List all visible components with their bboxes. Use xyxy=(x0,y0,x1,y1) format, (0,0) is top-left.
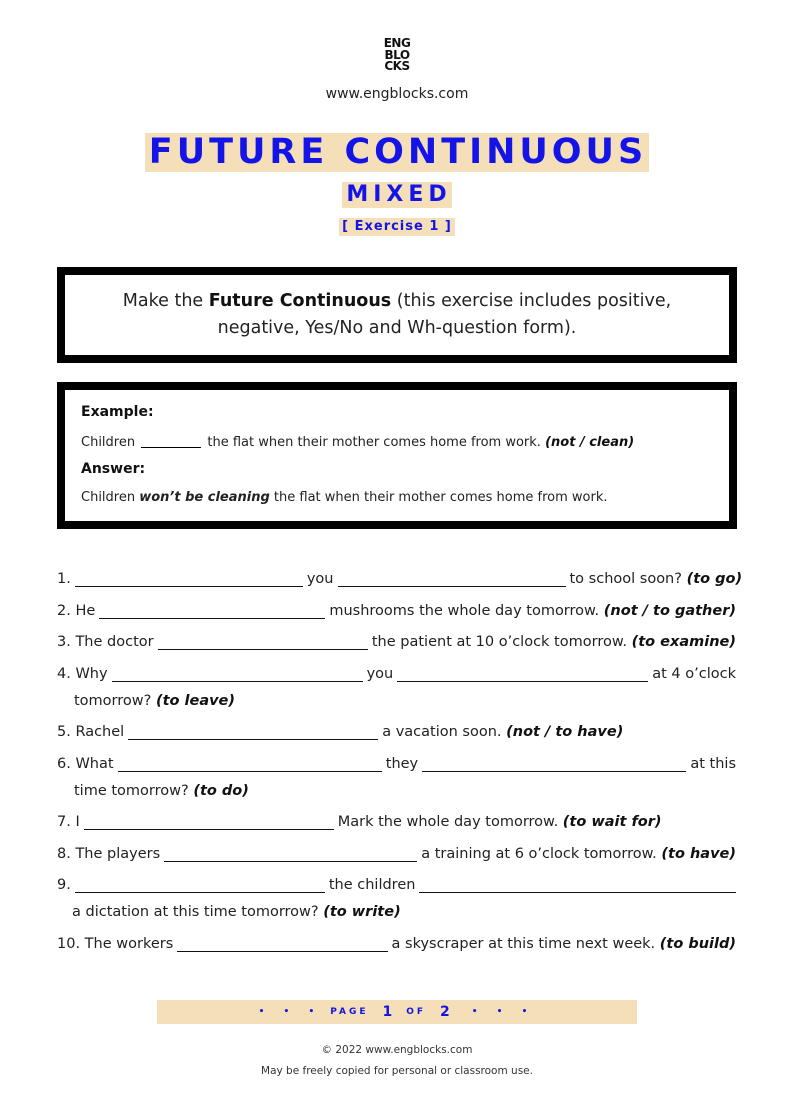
tense-name: Future Continuous xyxy=(208,291,392,311)
copyright: © 2022 www.engblocks.com xyxy=(321,1044,473,1056)
answer-blank[interactable] xyxy=(99,603,325,619)
of-word: OF xyxy=(406,1007,427,1017)
answer-highlight: won’t be cleaning xyxy=(139,490,270,505)
answer-blank[interactable] xyxy=(177,936,387,952)
exercise-item-8: 8. The players a training at 6 o’clock tomorrow. (to have) xyxy=(57,846,736,862)
usage-note: May be freely copied for personal or classroom use. xyxy=(261,1065,533,1077)
answer-blank[interactable] xyxy=(118,756,382,772)
exercise-item-7: 7. I Mark the whole day tomorrow. (to wait for) xyxy=(57,814,662,830)
exercise-item-9: 9. the children a dictation at this time tomorrow? (to write) xyxy=(57,873,736,920)
example-label: Example: xyxy=(81,404,154,420)
page-dots: • • • xyxy=(258,1007,323,1017)
answer-blank[interactable] xyxy=(112,666,363,682)
answer-blank[interactable] xyxy=(158,634,368,650)
example-hint: (not / clean) xyxy=(545,435,635,450)
answer-blank[interactable] xyxy=(75,877,325,893)
page-indicator xyxy=(157,1000,637,1024)
answer-label: Answer: xyxy=(81,461,146,477)
page-total: 2 xyxy=(440,1004,450,1020)
example-blank xyxy=(141,435,201,448)
answer-blank[interactable] xyxy=(422,756,686,772)
instruction-box xyxy=(57,267,737,363)
exercise-item-3: 3. The doctor the patient at 10 o’clock tomorrow. (to examine) xyxy=(57,634,736,650)
exercise-item-1: 1. you to school soon? (to go) xyxy=(57,571,743,587)
answer-blank[interactable] xyxy=(84,814,334,830)
exercise-item-6: 6. What they at this time tomorrow? (to do) xyxy=(57,756,737,799)
answer-sentence: Children won’t be cleaning the flat when their mother comes home from work. xyxy=(81,490,608,505)
exercise-item-10: 10. The workers a skyscraper at this time next week. (to build) xyxy=(57,936,736,952)
logo-line: ENG xyxy=(383,36,411,50)
engblocks-logo xyxy=(0,38,794,73)
page-subtitle: MIXED xyxy=(342,182,451,208)
page-word: PAGE xyxy=(330,1007,369,1017)
exercise-label: [ Exercise 1 ] xyxy=(339,218,455,236)
answer-blank[interactable] xyxy=(397,666,648,682)
logo-line: CKS xyxy=(384,59,410,73)
answer-blank[interactable] xyxy=(338,571,566,587)
answer-blank[interactable] xyxy=(419,877,736,893)
example-sentence: Children the flat when their mother comes home from work. (not / clean) xyxy=(81,435,635,450)
exercise-item-5: 5. Rachel a vacation soon. (not / to have) xyxy=(57,724,624,740)
logo-line: BLO xyxy=(384,47,410,62)
answer-blank[interactable] xyxy=(164,846,417,862)
page-number: 1 xyxy=(382,1004,393,1020)
exercise-item-4: 4. Why you at 4 o’clock tomorrow? (to leave) xyxy=(57,666,736,709)
instruction-text: Make the Future Continuous (this exercise includes positive, negative, Yes/No and Wh-question form). xyxy=(122,291,672,338)
answer-blank[interactable] xyxy=(75,571,303,587)
page-title: FUTURE CONTINUOUS xyxy=(145,133,649,172)
answer-blank[interactable] xyxy=(128,724,378,740)
exercise-item-2: 2. He mushrooms the whole day tomorrow. (not / to gather) xyxy=(57,603,736,619)
site-url: www.engblocks.com xyxy=(325,86,469,102)
example-box xyxy=(57,382,737,529)
page-dots: • • • xyxy=(471,1007,536,1017)
